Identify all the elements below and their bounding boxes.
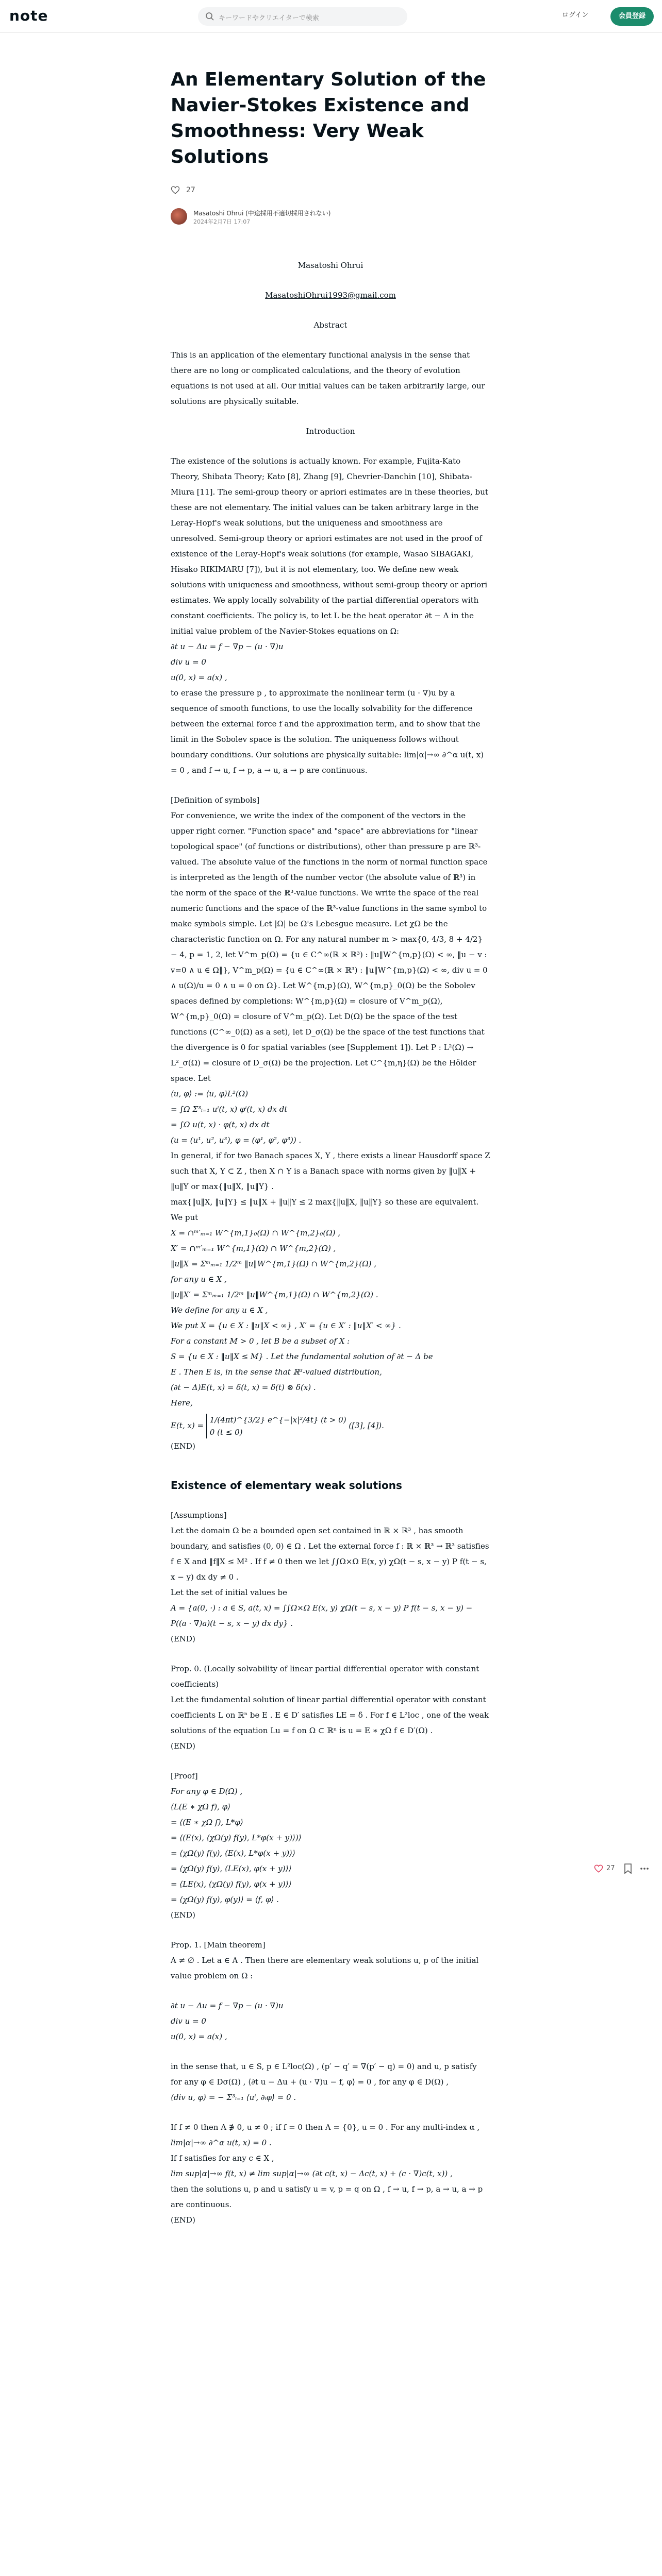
assumptions-text: Let the domain Ω be a bounded open set contained in ℝ × ℝ³ , has smooth boundary, and satisfies (0, 0) ∈ Ω . Let the external force f : ℝ × ℝ³ → ℝ³ satisfies f ∈ X and ‖f‖X ≤ M² . If f ≠ 0 then we let ∫∫Ω×Ω E(x, y) χΩ(t − s, x − y) P f(t − s, x − y) dx dy ≠ 0 . [171,1526,489,1582]
prop1-heading: Prop. 1. [Main theorem] [171,1940,266,1950]
abstract-heading: Abstract [313,320,347,330]
section-heading: Existence of elementary weak solutions [171,1479,402,1492]
intro-heading: Introduction [306,427,355,436]
assumptions-heading: [Assumptions] [171,1511,227,1520]
search-box[interactable] [198,7,407,26]
article-title: An Elementary Solution of the Navier-Stokes Existence and Smoothness: Very Weak Solutions [171,69,486,167]
fundamental-solution-definition: E(t, x) = 1/(4πt)^{3/2} e^{−|x|²/4t} (t > 0) 0 (t ≤ 0) ([3], [4]). [171,1414,490,1438]
byline: Masatoshi Ohrui [297,261,363,270]
prop0-heading: Prop. 0. (Locally solvability of linear partial differential operator with constant coefficients) [171,1664,479,1689]
banach-space-text: In general, if for two Banach spaces X, Y , there exists a linear Hausdorff space Z such that X, Y ⊂ Z , then X ∩ Y is a Banach space with norms given by ‖u‖X + ‖u‖Y or max{‖u‖X, ‖u‖Y} . [171,1151,490,1191]
heart-icon[interactable] [171,185,180,195]
prop1-text-g: then the solutions u, p and u satisfy u = v, p = q on Ω , f → u, f → p, a → u, a → p are continuous. [171,2184,483,2209]
login-link[interactable]: ログイン [562,11,589,19]
side-like-count: 27 [606,1865,615,1872]
bookmark-icon[interactable] [624,1863,632,1874]
prop1-text-b: in the sense that, u ∈ S, p ∈ L²loc(Ω) , (p′ − q′ = ∇(p′ − q) = 0) and u, p satisfy for any φ ∈ Dσ(Ω) , ⟨∂t u − Δu + (u · ∇)u − f, φ⟩ = 0 , for any φ ∈ D(Ω) , [171,2062,477,2087]
definitions-heading: [Definition of symbols] [171,795,260,805]
author-block[interactable] [171,208,490,229]
prop1-text-e: If f satisfies for any c ∈ X , [171,2154,274,2163]
search-icon [205,12,214,21]
assumptions-text-2: Let the set of initial values be [171,1588,287,1597]
norm-equivalence-text: max{‖u‖X, ‖u‖Y} ≤ ‖u‖X + ‖u‖Y ≤ 2 max{‖u‖X, ‖u‖Y} so these are equivalent. We put [171,1197,479,1222]
definitions-end: (END) [171,1442,195,1451]
note-logo[interactable]: note [9,7,48,24]
definitions-text: For convenience, we write the index of the component of the vectors in the upper right corner. "Function space" and "space" are abbreviations for "linear topological space" (of functions or distributions), other than pressure p are ℝ³-valued. The absolute value of the functions in the norm of normal function space is interpreted as the length of the number vector (the absolute value of ℝ³) in the norm of the space of the ℝ³-value functions. We write the space of the real numeric functions and the space of the ℝ³-value functions in the same symbol to make symbols simple. Let |Ω| be Ω's Lebesgue measure. Let χΩ be the characteristic function on Ω. For any natural number m > max{0, 4/3, 8 + 4/2} − 4, p = 1, 2, let V^m_p(Ω) = {u ∈ C^∞(ℝ × ℝ³) : ‖u‖W^{m,p}(Ω) < ∞, ‖u − v : v=0 ∧ u ∈ Ω‖}, V^m_p(Ω) = {u ∈ C^∞(ℝ × ℝ³) : ‖u‖W^{m,p}(Ω) < ∞, div u = 0 ∧ u(Ω)/u = 0 ∧ u = 0 on Ω}. Let W^{m,p}(Ω), W^{m,p}_0(Ω) be the Sobolev spaces defined by completions: W^{m,p}(Ω) = closure of V^m_p(Ω), W^{m,p}_0(Ω) = closure of V^m_p(Ω). Let D(Ω) be the space of the test functions (C^∞_0(Ω) as a set), let D_σ(Ω) be the space of the test functions that the divergence is 0 for spatial variables (see [Supplement 1]). Let P : L²(Ω) → L²_σ(Ω) = closure of D_σ(Ω) be the projection. Let C^{m,η}(Ω) be the Hölder space. Let [171,811,488,1083]
proof-lines: For any φ ∈ D(Ω) , ⟨L(E ∗ χΩ f), φ⟩ = ⟨(E ∗ χΩ f), L*φ⟩ = ⟨(E(x), ⟨χΩ(y) f(y), L*φ(x + y)⟩)⟩ = ⟨χΩ(y) f(y), ⟨E(x), L*φ(x + y)⟩⟩ = ⟨χΩ(y) f(y), ⟨LE(x), φ(x + y)⟩⟩ = ⟨LE(x), ⟨χΩ(y) f(y), φ(x + y)⟩⟩ = ⟨χΩ(y) f(y), φ(y)⟩ = ⟨f, φ⟩ . [171,1787,302,1904]
intro-text: The existence of the solutions is actually known. For example, Fujita-Kato Theory, Shibata Theory; Kato [8], Zhang [9], Chevrier-Danchin [10], Shibata-Miura [11]. The semi-group theory or apriori estimates are in these theories, but these are not elementary. The initial values can be taken arbitrary large in the Leray-Hopf's weak solutions, but the uniqueness and smoothness are unresolved. Semi-group theory or apriori estimates are not used in the proof of existence of the Leray-Hopf's weak solutions (for example, Wasao SIBAGAKI, Hisako RIKIMARU [7]), but it is not elementary, too. We define new weak solutions with uniqueness and smoothness, without semi-group theory or apriori estimates. We apply locally solvability of the partial differential operators with constant coefficients. The policy is, to let L be the heat operator ∂t − Δ in the initial value problem of the Navier-Stokes equations on Ω: [171,456,488,636]
intro-text-2: to erase the pressure p , to approximate the nonlinear term (u · ∇)u by a sequence of smooth functions, to use the locally solvability for the difference between the external force f and the approximation term, and to show that the limit in the Sobolev space is the solution. The uniqueness follows without boundary conditions. Our solutions are physically suitable: lim|α|→∞ ∂^α u(t, x) = 0 , and f → u, f → p, a → u, a → p are continuous. [171,688,484,775]
prop1-text: A ≠ ∅ . Let a ∈ A . Then there are elementary weak solutions u, p of the initial value problem on Ω : [171,1956,479,1980]
heart-icon[interactable] [594,1864,603,1873]
assumptions-end: (END) [171,1634,195,1643]
avatar[interactable] [171,208,187,225]
prop1-end: (END) [171,2215,195,2225]
definitions-formulas: ⟨u, φ⟩ := ⟨u, φ⟩L²(Ω) = ∫Ω Σ³ᵢ₌₁ uⁱ(t, x) φⁱ(t, x) dx dt = ∫Ω u(t, x) · φ(t, x) dx dt (u = (u¹, u², u³), φ = (φ¹, φ², φ³)) . [171,1089,302,1145]
decay-condition: lim|α|→∞ ∂^α u(t, x) = 0 . [171,2138,272,2147]
limsup-condition: lim sup|α|→∞ f(t, x) ≠ lim sup|α|→∞ (∂t c(t, x) − Δc(t, x) + (c · ∇)c(t, x)) , [171,2169,453,2178]
abstract-text: This is an application of the elementary functional analysis in the sense that there are no long or complicated calculations, and the theory of evolution equations is not used at all. Our initial values can be taken arbitrarily large, our solutions are physically suitable. [171,350,485,406]
prop1-text-c: If f ≠ 0 then A ∌ 0, u ≠ 0 ; if f = 0 then A = {0}, u = 0 . For any multi-index α , [171,2123,480,2132]
proof-heading: [Proof] [171,1771,198,1781]
space-definitions: X = ∩ᵐ′ₘ₌₁ W^{m,1}₀(Ω) ∩ W^{m,2}₀(Ω) , X′ = ∩ᵐ′ₘ₌₁ W^{m,1}(Ω) ∩ W^{m,2}(Ω) , ‖u‖X = Σᵐₘ₌₁ 1/2ᵐ ‖u‖W^{m,1}(Ω) ∩ W^{m,2}(Ω) , for any u ∈ X , ‖u‖X′ = Σᵐₘ₌₁ 1/2ᵐ ‖u‖W^{m,1}(Ω) ∩ W^{m,2}(Ω) . We define for any u ∈ X , We put X = {u ∈ X : ‖u‖X < ∞} , X′ = {u ∈ X′ : ‖u‖X′ < ∞} . For a constant M > 0 , let B be a subset of X : S = {u ∈ X : ‖u‖X ≤ M} . Let the fundamental solution of ∂t − Δ be E . Then E is, in the sense that ℝ³-valued distribution, (∂t − Δ)E(t, x) = δ(t, x) = δ(t) ⊗ δ(x) . Here, [171,1228,433,1408]
signup-button[interactable]: 会員登録 [610,7,654,26]
more-icon[interactable] [639,1863,650,1874]
prop1-equations: ∂t u − Δu = f − ∇p − (u · ∇)u div u = 0 u(0, x) = a(x) , [171,2001,284,2041]
proof-end: (END) [171,1910,195,1920]
prop0-end: (END) [171,1741,195,1751]
navier-stokes-equations: ∂t u − Δu = f − ∇p − (u · ∇)u div u = 0 u(0, x) = a(x) , [171,642,284,682]
divergence-condition: ⟨div u, φ⟩ = − Σ³ᵢ₌₁ ⟨uⁱ, ∂ᵢφ⟩ = 0 . [171,2093,296,2102]
top-navigation-bar [0,0,662,33]
like-count: 27 [186,186,195,194]
initial-values-set: A = {a(0, ·) : a ∈ S, a(t, x) = ∫∫Ω×Ω E(x, y) χΩ(t − s, x − y) P f(t − s, x − y) − P((a · ∇)a)(t − s, x − y) dx dy} . [171,1603,473,1628]
author-email[interactable]: MasatoshiOhrui1993@gmail.com [265,291,396,300]
like-row [171,185,490,196]
prop0-text: Let the fundamental solution of linear partial differential operator with constant coefficients L on ℝⁿ be E . E ∈ D′ satisfies LE = δ . For f ∈ L²loc , one of the weak solutions of the equation Lu = f on Ω ⊂ ℝⁿ is u = E ∗ χΩ f ∈ D′(Ω) . [171,1695,489,1735]
article [171,67,490,2228]
publish-date: 2024年2月7日 17:07 [193,218,251,225]
search-input[interactable]: キーワードやクリエイターで検索 [219,14,319,22]
author-name[interactable]: Masatoshi Ohrui (中途採用不適切採用されない) [193,210,331,217]
